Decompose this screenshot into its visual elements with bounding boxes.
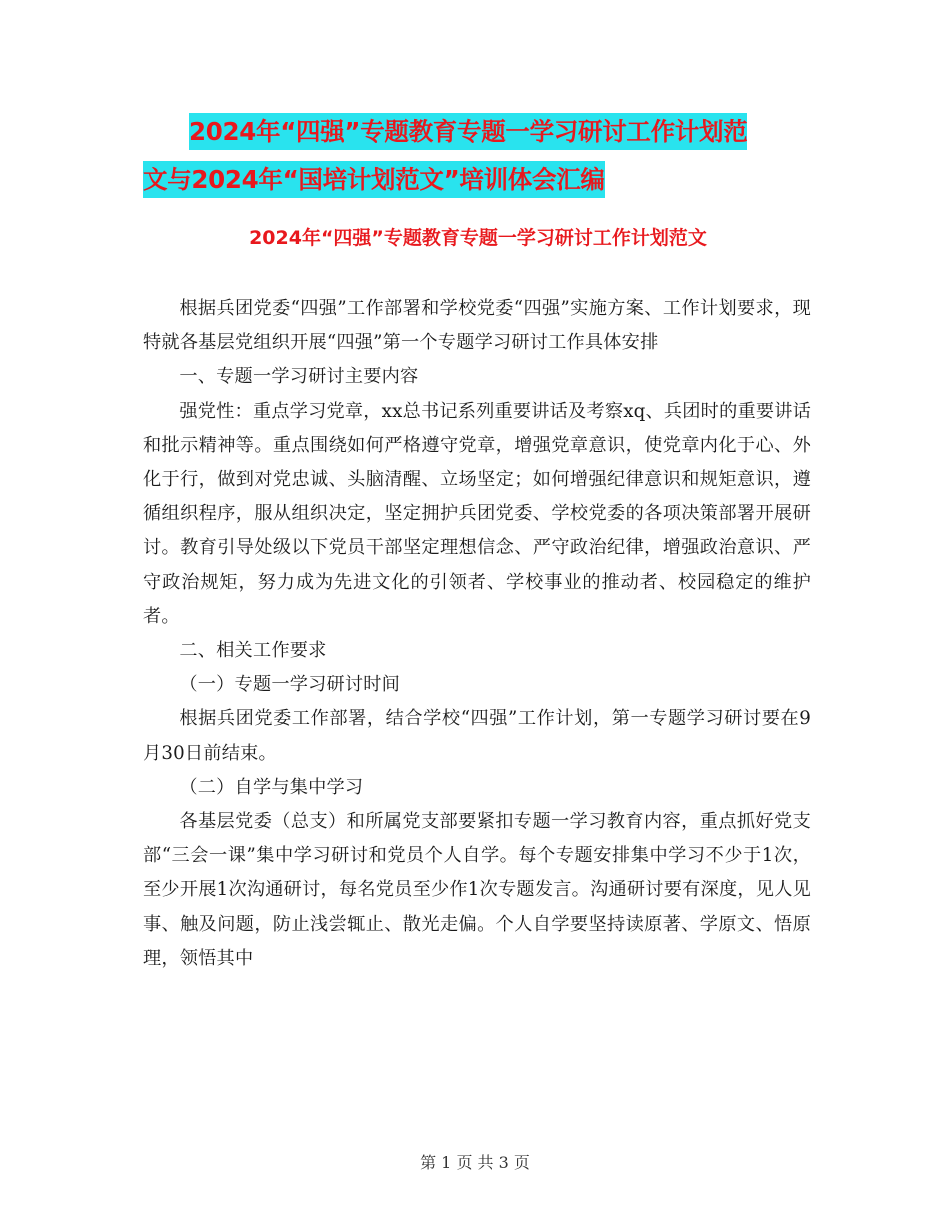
page-footer: 第 1 页 共 3 页	[420, 1153, 530, 1172]
document-body	[143, 292, 811, 976]
section-title: 2024年“四强”专题教育专题一学习研讨工作计划范文	[249, 227, 707, 249]
heading-section-1: 一、专题一学习研讨主要内容	[179, 366, 419, 388]
paragraph-self-study: 各基层党委（总支）和所属党支部要紧扣专题一学习教育内容，重点抓好党支部“三会一课”集中学习研讨和党员个人自学。每个专题安排集中学习不少于1次，至少开展1次沟通研讨，每名党员至少作1次专题发言。沟通研讨要有深度，见人见事、触及问题，防止浅尝辄止、散光走偏。个人自学要坚持读原著、学原文、悟原理，领悟其中	[143, 811, 811, 969]
paragraph-study-time: 根据兵团党委工作部署，结合学校“四强”工作计划，第一专题学习研讨要在9月30日前结束。	[143, 708, 811, 764]
document-main-title	[143, 108, 813, 204]
paragraph-party-spirit: 强党性：重点学习党章，xx总书记系列重要讲话及考察xq、兵团时的重要讲话和批示精神等。重点围绕如何严格遵守党章，增强党章意识，使党章内化于心、外化于行，做到对党忠诚、头脑清醒、立场坚定；如何增强纪律意识和规矩意识，遵循组织程序，服从组织决定，坚定拥护兵团党委、学校党委的各项决策部署开展研讨。教育引导处级以下党员干部坚定理想信念、严守政治纪律，增强政治意识、严守政治规矩，努力成为先进文化的引领者、学校事业的推动者、校园稳定的维护者。	[143, 400, 812, 627]
paragraph-intro: 根据兵团党委“四强”工作部署和学校党委“四强”实施方案、工作计划要求，现特就各基层党组织开展“四强”第一个专题学习研讨工作具体安排	[143, 298, 811, 354]
subheading-study-time: （一）专题一学习研讨时间	[179, 674, 401, 696]
heading-section-2: 二、相关工作要求	[179, 640, 327, 662]
main-title-line-2: 文与2024年“国培计划范文”培训体会汇编	[143, 156, 813, 204]
subheading-self-study: （二）自学与集中学习	[179, 776, 364, 798]
main-title-line-1: 2024年“四强”专题教育专题一学习研讨工作计划范	[143, 108, 813, 156]
